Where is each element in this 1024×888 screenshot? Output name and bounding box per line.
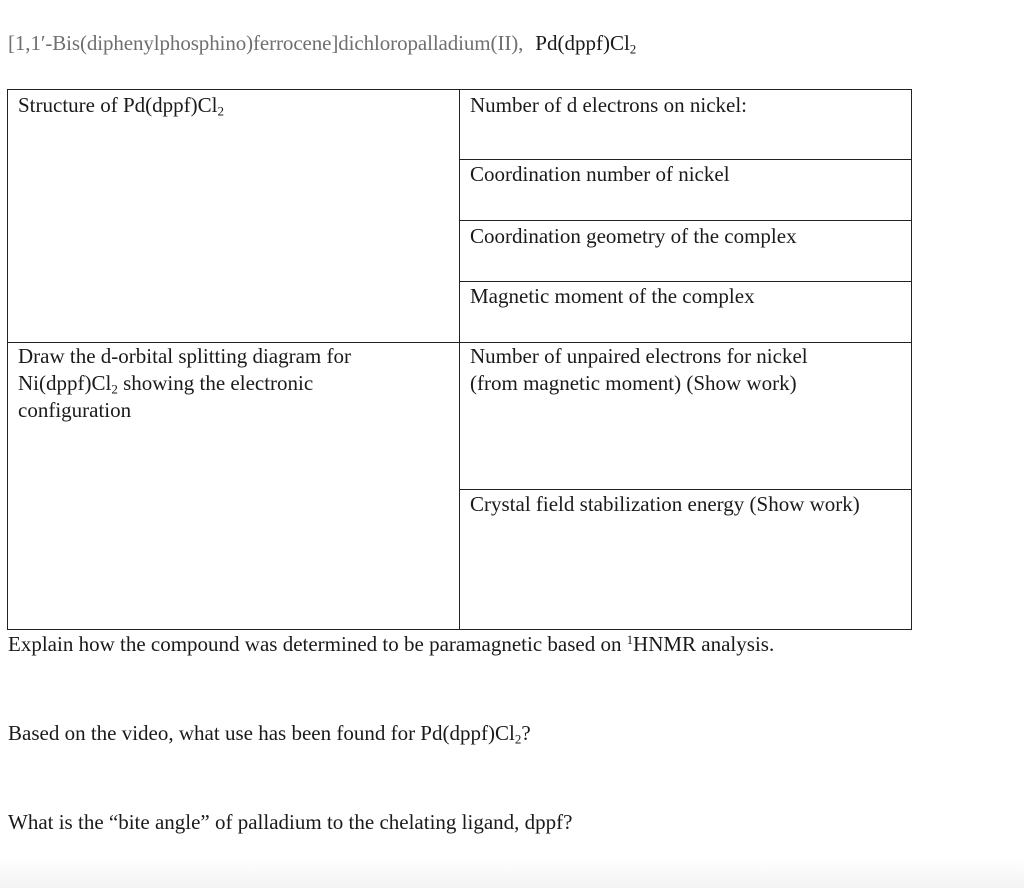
row-divider bbox=[459, 281, 912, 282]
row-divider bbox=[459, 220, 912, 221]
question-nmr: Explain how the compound was determined to be paramagnetic based on $^1$HNMR analysis. bbox=[8, 632, 775, 656]
cell-d-electrons: Number of d electrons on nickel: bbox=[470, 93, 747, 117]
cell-unpaired-electrons: Number of unpaired electrons for nickel (from magnetic moment) (Show work) bbox=[470, 344, 808, 395]
compound-formula: $Pd(dppf)Cl_2$ bbox=[535, 31, 637, 57]
page-title bbox=[8, 31, 636, 56]
cell-splitting-diagram: Draw the d-orbital splitting diagram for $Ni(dppf)Cl_2$ showing the electronic configuration bbox=[18, 344, 351, 422]
iupac-name: [1,1′-Bis(diphenylphosphino)ferrocene]dichloropalladium(II), bbox=[8, 31, 524, 55]
cell-magnetic-moment: Magnetic moment of the complex bbox=[470, 284, 755, 308]
cell-coordination-geometry: Coordination geometry of the complex bbox=[470, 224, 797, 248]
cell-coordination-number: Coordination number of nickel bbox=[470, 162, 730, 186]
cell-structure: Structure of $Pd(dppf)Cl_2$ bbox=[18, 93, 224, 119]
question-bite-angle: What is the “bite angle” of palladium to the chelating ligand, dppf? bbox=[8, 810, 573, 834]
row-divider bbox=[459, 489, 912, 490]
table-column-divider bbox=[459, 89, 460, 630]
page-bottom-edge bbox=[0, 858, 1024, 888]
cell-cfse: Crystal field stabilization energy (Show work) bbox=[470, 492, 860, 516]
question-video-use: Based on the video, what use has been found for $Pd(dppf)Cl_2$? bbox=[8, 721, 531, 747]
row-divider bbox=[459, 159, 912, 160]
